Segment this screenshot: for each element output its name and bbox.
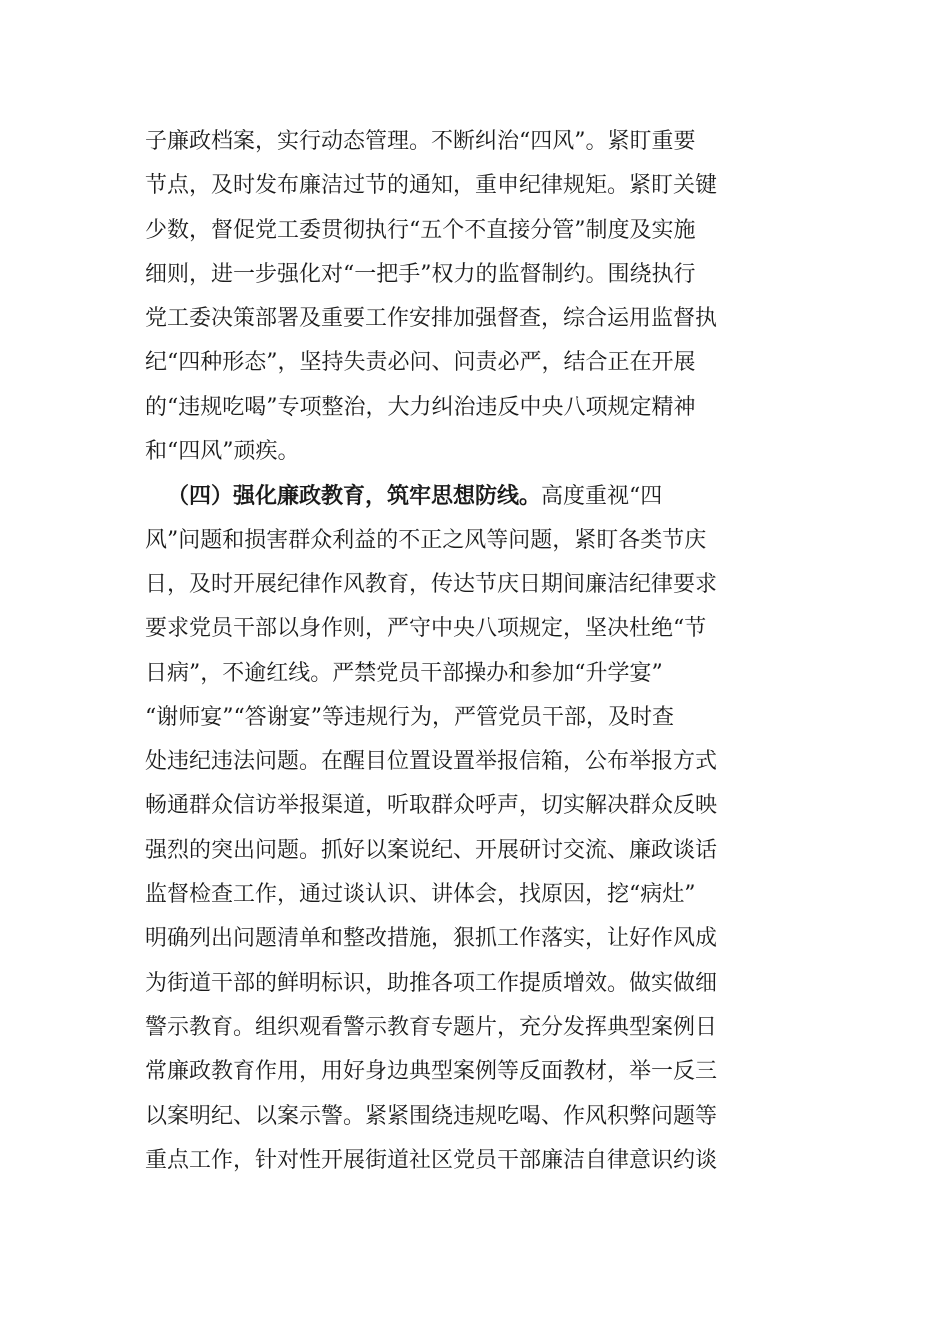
- text-line: 要求党员干部以身作则，严守中央八项规定，坚决杜绝“节: [145, 616, 707, 642]
- text-line: 子廉政档案，实行动态管理。不断纠治“四风”。紧盯重要: [145, 129, 696, 154]
- text-line: [145, 474, 845, 518]
- text-line: 和“四风”顽疾。: [145, 439, 300, 465]
- section-heading: （四）强化廉政教育，筑牢思想防线。: [167, 483, 542, 510]
- text-line: 节点，及时发布廉洁过节的通知，重申纪律规矩。紧盯关键: [145, 173, 718, 199]
- text-line: 党工委决策部署及重要工作安排加强督查，综合运用监督执: [145, 306, 718, 332]
- paragraph-2: [145, 474, 845, 1183]
- text-line: 日病”，不逾红线。严禁党员干部操办和参加“升学宴”: [145, 660, 663, 686]
- text-line: 日，及时开展纪律作风教育，传达节庆日期间廉洁纪律要求: [145, 571, 718, 597]
- text-line: 强烈的突出问题。抓好以案说纪、开展研讨交流、廉政谈话: [145, 837, 718, 863]
- text-line: 少数，督促党工委贯彻执行“五个不直接分管”制度及实施: [145, 217, 696, 243]
- document-body: [145, 120, 845, 1183]
- text-line: 明确列出问题清单和整改措施，狠抓工作落实，让好作风成: [145, 926, 718, 952]
- text-line: 以案明纪、以案示警。紧紧围绕违规吃喝、作风积弊问题等: [145, 1103, 718, 1129]
- text-line: 警示教育。组织观看警示教育专题片，充分发挥典型案例日: [145, 1014, 718, 1040]
- text-line: 重点工作，针对性开展街道社区党员干部廉洁自律意识约谈: [145, 1147, 718, 1173]
- text-line: 监督检查工作，通过谈认识、讲体会，找原因，挖“病灶”: [145, 882, 696, 908]
- heading-line-rest: 高度重视“四: [541, 484, 663, 510]
- text-line: 常廉政教育作用，用好身边典型案例等反面教材，举一反三: [145, 1059, 718, 1085]
- text-line: 畅通群众信访举报渠道，听取群众呼声，切实解决群众反映: [145, 793, 718, 819]
- text-line: 的“违规吃喝”专项整治，大力纠治违反中央八项规定精神: [145, 394, 696, 420]
- text-line: 细则，进一步强化对“一把手”权力的监督制约。围绕执行: [145, 261, 696, 287]
- text-line: 为街道干部的鲜明标识，助推各项工作提质增效。做实做细: [145, 970, 718, 996]
- text-line: 纪“四种形态”，坚持失责必问、问责必严，结合正在开展: [145, 350, 696, 376]
- text-line: 处违纪违法问题。在醒目位置设置举报信箱，公布举报方式: [145, 749, 718, 775]
- text-line: “谢师宴”“答谢宴”等违规行为，严管党员干部，及时查: [145, 704, 674, 730]
- paragraph-1: [145, 120, 845, 474]
- text-line: 风”问题和损害群众利益的不正之风等问题，紧盯各类节庆: [145, 527, 707, 553]
